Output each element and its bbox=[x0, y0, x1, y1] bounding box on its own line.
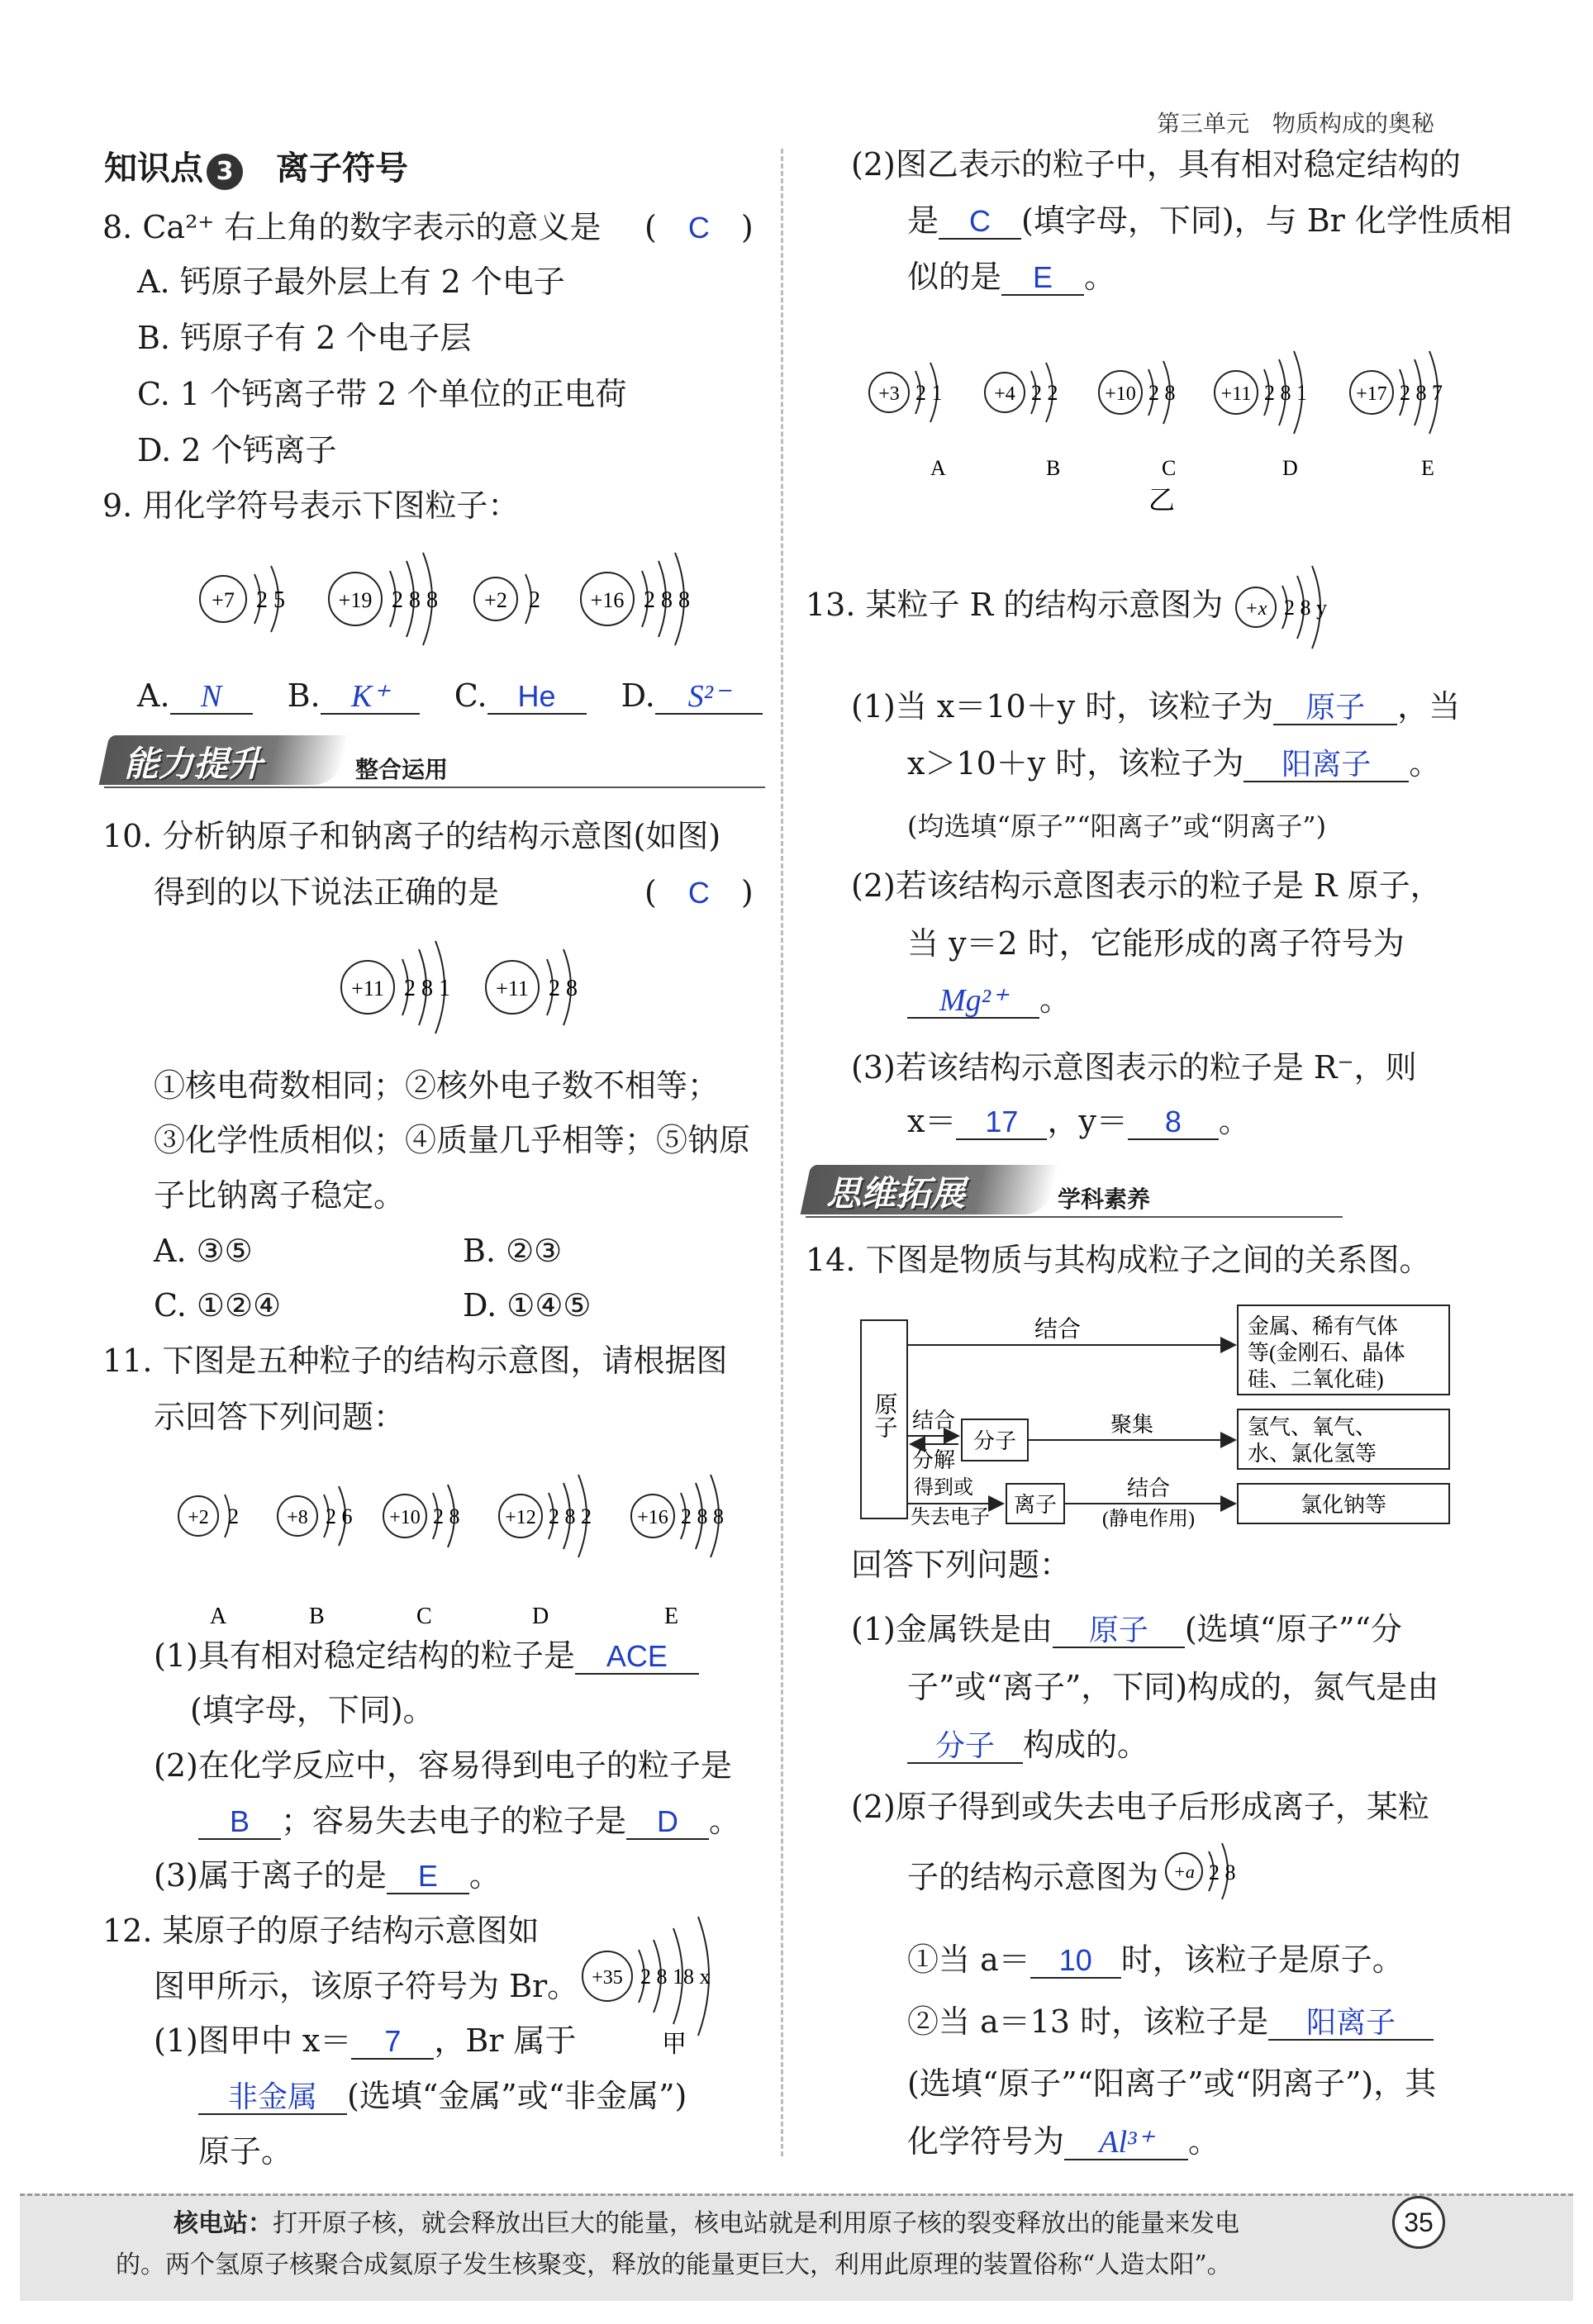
page-number: 35 bbox=[1392, 2196, 1445, 2249]
q8-option-b: B. 钙原子有 2 个电子层 bbox=[137, 320, 472, 356]
q12-answer-1: 7 bbox=[351, 2025, 434, 2060]
q9-answer-d: S²⁻ bbox=[655, 680, 763, 715]
atom-letter: C bbox=[1162, 456, 1177, 480]
q14-answer-5: Al³⁺ bbox=[1064, 2126, 1188, 2160]
shell-electrons: 2 8 2 bbox=[549, 1504, 592, 1528]
q13-p3: (3)若该结构示意图表示的粒子是 R⁻，则 bbox=[851, 1049, 1417, 1086]
q11-answer-1: ACE bbox=[575, 1640, 699, 1675]
q13-p3b-text: x＝ bbox=[907, 1103, 957, 1139]
shell-electrons: 2 8 1 bbox=[404, 976, 450, 1001]
q12-atom-jia bbox=[574, 1908, 764, 2065]
atom-letter: A bbox=[930, 456, 946, 480]
q10-option-a: A. ③⑤ bbox=[154, 1233, 253, 1269]
atom-letter: E bbox=[1421, 456, 1434, 480]
hydrogen-box-line-2: 水、氯化氢等 bbox=[1248, 1442, 1377, 1466]
atom-diagram bbox=[499, 1475, 592, 1628]
kp-title: 知识点 bbox=[104, 150, 203, 188]
atom-diagram bbox=[341, 941, 450, 1034]
q10-s1: ①核电荷数相同；②核外电子数不相等； bbox=[154, 1067, 720, 1104]
q8-stem bbox=[102, 205, 601, 250]
nucleus-label: +a bbox=[1173, 1861, 1195, 1882]
nucleus-label: +11 bbox=[496, 977, 529, 1000]
kp-number: 3 bbox=[216, 157, 234, 186]
nucleus-label: +35 bbox=[592, 1967, 623, 1989]
nucleus-label: +10 bbox=[1105, 383, 1136, 405]
atom-diagram bbox=[383, 1485, 460, 1628]
nucleus-label: +2 bbox=[484, 588, 507, 612]
q11-answer-4: E bbox=[387, 1860, 469, 1894]
metal-box-line-2: 等(金刚石、晶体 bbox=[1248, 1341, 1405, 1365]
q8-option-d: D. 2 个钙离子 bbox=[137, 432, 337, 468]
footer-label: 核电站： bbox=[174, 2209, 273, 2238]
nucleus-label: +19 bbox=[338, 588, 373, 612]
nucleus-label: +8 bbox=[287, 1507, 308, 1528]
q9-answer-a: N bbox=[170, 680, 253, 715]
shell-electrons: 2 8 1 bbox=[1264, 381, 1307, 405]
shell-electrons: 2 6 bbox=[326, 1504, 353, 1528]
q14-p1d-text: 构成的。 bbox=[1023, 1727, 1149, 1763]
q8-stem-text: 8. Ca²⁺ 右上角的数字表示的意义是 bbox=[102, 209, 602, 245]
shell-electrons: 2 8 18 x bbox=[640, 1965, 711, 1989]
atom-diagram bbox=[178, 1495, 239, 1628]
q14-p2: (2)原子得到或失去电子后形成离子，某粒 bbox=[851, 1789, 1429, 1825]
q13-p1c-text: x＞10＋y 时，该粒子为 bbox=[907, 745, 1244, 782]
footer-text-1: 打开原子核，就会释放出巨大的能量，核电站就是利用原子核的裂变释放出的能量来发电 bbox=[273, 2209, 1239, 2238]
q13-p1c: x＞10＋y 时，该粒子为 阳离子 。 bbox=[907, 745, 1441, 782]
q14-atom bbox=[1161, 1826, 1285, 1917]
q13-p2-answer: Mg²⁺ 。 bbox=[907, 977, 1071, 1022]
q14-relationship-diagram bbox=[859, 1295, 1458, 1535]
q11-p3: (3)属于离子的是 E 。 bbox=[154, 1857, 501, 1894]
atom-letter: B bbox=[309, 1604, 325, 1628]
nucleus-label: +17 bbox=[1356, 383, 1387, 405]
q12-p1d: 原子。 bbox=[198, 2133, 293, 2170]
shell-electrons: 2 8 bbox=[1209, 1861, 1236, 1884]
q11-p2b-text: ；容易失去电子的粒子是 bbox=[281, 1803, 627, 1839]
ability-sub: 整合运用 bbox=[355, 756, 449, 783]
q10-s2: ③化学性质相似；④质量几乎相等；⑤钠原 bbox=[154, 1122, 751, 1158]
atom-letter: D bbox=[1282, 456, 1298, 480]
q14-answer-3: 10 bbox=[1030, 1944, 1121, 1979]
q9-label-c: C. bbox=[454, 677, 487, 714]
kp-number-badge bbox=[207, 154, 243, 190]
q9-atom-diagrams bbox=[190, 541, 752, 657]
q13-p1d: (均选填“原子”“阳离子”或“阴离子”) bbox=[907, 810, 1327, 842]
q12-p2c-text: (填字母，下同)，与 Br 化学性质相 bbox=[1021, 202, 1512, 239]
atom-diagram bbox=[1166, 1843, 1236, 1899]
nucleus-label: +12 bbox=[505, 1507, 536, 1528]
kp3-heading bbox=[104, 142, 408, 190]
q10-paren: ( C ) bbox=[644, 874, 754, 910]
q12-p1b-text: ，Br 属于 bbox=[434, 2022, 577, 2059]
atom-letter: B bbox=[1046, 456, 1061, 480]
q11-answer-2: B bbox=[198, 1805, 281, 1840]
q14-p1d bbox=[907, 1723, 1148, 1767]
q14-ask: 回答下列问题： bbox=[851, 1547, 1072, 1583]
atom-letter: E bbox=[664, 1604, 679, 1628]
metal-box-line-1: 金属、稀有气体 bbox=[1248, 1314, 1399, 1338]
atom-diagram bbox=[1215, 351, 1307, 480]
q14-p1-text: (1)金属铁是由 bbox=[851, 1611, 1053, 1647]
q13-answer-5: 8 bbox=[1128, 1105, 1219, 1140]
molecule-label: 分子 bbox=[972, 1429, 1017, 1453]
q11-p1 bbox=[154, 1633, 699, 1678]
q8-option-a: A. 钙原子最外层上有 2 个电子 bbox=[137, 264, 565, 300]
atom-diagram bbox=[278, 1486, 353, 1628]
q10-option-b: B. ②③ bbox=[463, 1233, 563, 1269]
q13-p3b: x＝ 17 ，y＝ 8 。 bbox=[907, 1103, 1250, 1139]
q14-p4c: 化学符号为 Al³⁺ 。 bbox=[907, 2123, 1220, 2160]
shell-electrons: 2 bbox=[228, 1504, 239, 1528]
ability-rule bbox=[104, 787, 765, 788]
q10-answer: C bbox=[687, 876, 710, 910]
nucleus-label: +11 bbox=[351, 977, 384, 1000]
atom-letter: A bbox=[210, 1604, 227, 1628]
nucleus-label: +16 bbox=[590, 588, 625, 612]
atom-label: 原子 bbox=[871, 1392, 897, 1438]
q11-p2-answers: B ；容易失去电子的粒子是 D 。 bbox=[198, 1799, 740, 1843]
q10-stem2: 得到的以下说法正确的是 bbox=[154, 874, 500, 910]
think-sub: 学科素养 bbox=[1058, 1186, 1151, 1213]
q11-atom-diagrams bbox=[165, 1454, 760, 1628]
q14-p1c: 子”或“离子”，下同)构成的，氮气是由 bbox=[907, 1669, 1439, 1705]
q12-p2b bbox=[907, 198, 1512, 243]
q14-p2b: 子的结构示意图为 bbox=[907, 1859, 1159, 1895]
q10-option-d: D. ①④⑤ bbox=[463, 1287, 592, 1324]
q9-stem: 9. 用化学符号表示下图粒子： bbox=[102, 487, 520, 524]
q11-p3-text: (3)属于离子的是 bbox=[154, 1857, 387, 1894]
q11-answer-3: D bbox=[626, 1805, 709, 1840]
q8-option-c: C. 1 个钙离子带 2 个单位的正电荷 bbox=[137, 376, 627, 412]
q14-p4 bbox=[907, 1999, 1434, 2044]
atom-letter: D bbox=[532, 1604, 549, 1628]
q9-label-a: A. bbox=[137, 677, 170, 714]
q13-answer-1: 原子 bbox=[1273, 691, 1397, 725]
q14-answer-4: 阳离子 bbox=[1268, 2006, 1434, 2041]
q11-p1-text: (1)具有相对稳定结构的粒子是 bbox=[154, 1637, 575, 1674]
q12-answer-4: E bbox=[1001, 261, 1084, 296]
q13-atom bbox=[1231, 545, 1396, 669]
shell-electrons: 2 5 bbox=[256, 587, 285, 613]
atom-diagram bbox=[329, 553, 438, 645]
decompose-label: 分解 bbox=[912, 1448, 956, 1472]
shell-electrons: 2 8 y bbox=[1284, 596, 1327, 620]
q12-stem1: 12. 某原子的原子结构示意图如 bbox=[102, 1913, 540, 1949]
q12-stem2: 图甲所示，该原子符号为 Br。 bbox=[154, 1968, 579, 2004]
q13-stem: 13. 某粒子 R 的结构示意图为 bbox=[806, 587, 1224, 623]
q12-p2d-text: 似的是 bbox=[907, 259, 1002, 295]
q13-p1 bbox=[851, 684, 1460, 729]
atom-diagram bbox=[1350, 351, 1443, 480]
q12-p1c-text: (选填“金属”或“非金属”) bbox=[347, 2078, 687, 2114]
q14-p4-text: ②当 a＝13 时，该粒子是 bbox=[907, 2003, 1269, 2040]
q12-p2b-text: 是 bbox=[907, 202, 939, 239]
q14-p4b: (选填“原子”“阳离子”或“阴离子”)，其 bbox=[907, 2065, 1437, 2102]
atom-diagram bbox=[583, 1917, 711, 2058]
q13-answer-4: 17 bbox=[956, 1105, 1047, 1140]
q10-stem1: 10. 分析钠原子和钠离子的结构示意图(如图) bbox=[102, 818, 721, 854]
q10-option-c: C. ①②④ bbox=[154, 1287, 282, 1324]
q13-answer-3: Mg²⁺ bbox=[907, 984, 1039, 1019]
q12-p2d: 似的是 E 。 bbox=[907, 259, 1116, 295]
shell-electrons: 2 8 8 bbox=[681, 1504, 724, 1528]
q8-answer: C bbox=[687, 211, 710, 245]
unit-header: 第三单元 物质构成的奥秘 bbox=[1157, 110, 1435, 137]
think-title: 思维拓展 bbox=[826, 1173, 966, 1214]
combine2-label: 结合 bbox=[912, 1409, 956, 1433]
diagram-label-yi: 乙 bbox=[1148, 485, 1176, 515]
nucleus-label: +10 bbox=[389, 1507, 421, 1528]
q13-p1b-text: ，当 bbox=[1397, 688, 1461, 725]
q12-p1c bbox=[198, 2074, 687, 2118]
q13-p3c-text: ，y＝ bbox=[1047, 1103, 1128, 1139]
q9-label-d: D. bbox=[621, 677, 655, 714]
nucleus-label: +3 bbox=[878, 383, 900, 405]
atom-diagram bbox=[474, 574, 540, 624]
q14-p1b-text: (选填“原子”“分 bbox=[1184, 1611, 1402, 1647]
atom-diagram bbox=[581, 553, 690, 645]
nucleus-label: +16 bbox=[637, 1507, 668, 1528]
q12-p1-text: (1)图甲中 x＝ bbox=[154, 2022, 352, 2059]
atom-diagram bbox=[1099, 361, 1176, 480]
atom-diagram bbox=[486, 949, 578, 1025]
atom-diagram bbox=[869, 363, 946, 480]
q9-answer-b: K⁺ bbox=[321, 680, 420, 715]
nucleus-label: +7 bbox=[212, 588, 235, 612]
combine3-label: 结合 bbox=[1126, 1476, 1171, 1500]
lose-label: 失去电子 bbox=[911, 1507, 990, 1528]
nucleus-label: +2 bbox=[188, 1507, 209, 1528]
q13-p2: (2)若该结构示意图表示的粒子是 R 原子， bbox=[851, 867, 1442, 904]
atom-diagram bbox=[1236, 566, 1327, 649]
q14-answer-1: 原子 bbox=[1053, 1613, 1185, 1648]
q14-p4c-text: 化学符号为 bbox=[907, 2123, 1065, 2160]
q14-p3 bbox=[907, 1937, 1404, 1982]
q13-p1-text: (1)当 x＝10＋y 时，该粒子为 bbox=[851, 688, 1274, 725]
shell-electrons: 2 8 8 bbox=[392, 587, 438, 613]
q12-answer-2: 非金属 bbox=[198, 2080, 347, 2115]
q14-p3-text: ①当 a＝ bbox=[907, 1941, 1030, 1978]
nucleus-label: +11 bbox=[1220, 383, 1252, 405]
shell-electrons: 2 8 bbox=[433, 1504, 460, 1528]
q12-answer-3: C bbox=[939, 205, 1021, 240]
shell-electrons: 2 8 7 bbox=[1400, 381, 1443, 405]
electro-label: (静电作用) bbox=[1102, 1509, 1195, 1530]
footer-line-1 bbox=[174, 2204, 1239, 2244]
q14-stem: 14. 下图是物质与其构成粒子之间的关系图。 bbox=[806, 1242, 1431, 1278]
q11-p1b: (填字母，下同)。 bbox=[190, 1692, 435, 1728]
shell-electrons: 2 1 bbox=[915, 381, 943, 405]
shell-electrons: 2 bbox=[529, 587, 540, 613]
q14-p3b-text: 时，该粒子是原子。 bbox=[1120, 1941, 1404, 1978]
q10-atom-diagrams bbox=[330, 925, 628, 1049]
nucleus-label: +4 bbox=[994, 383, 1015, 405]
nacl-label: 氯化钠等 bbox=[1300, 1493, 1387, 1517]
atom-diagram bbox=[631, 1475, 724, 1628]
q12-p1 bbox=[154, 2018, 577, 2063]
hydrogen-box-line-1: 氢气、氧气、 bbox=[1248, 1415, 1377, 1439]
footer-line-2: 的。两个氢原子核聚合成氦原子发生核聚变，释放的能量更巨大，利用此原理的装置俗称“人造太阳”。 bbox=[116, 2250, 1232, 2279]
ability-title: 能力提升 bbox=[124, 744, 264, 784]
metal-box-line-3: 硅、二氧化硅) bbox=[1248, 1367, 1384, 1391]
column-divider bbox=[781, 149, 783, 2156]
q11-stem2: 示回答下列问题： bbox=[154, 1399, 406, 1435]
atom-diagram bbox=[200, 566, 285, 632]
gather-label: 聚集 bbox=[1110, 1413, 1154, 1437]
gain-label: 得到或 bbox=[914, 1477, 973, 1499]
q9-label-b: B. bbox=[287, 677, 321, 714]
shell-electrons: 2 8 bbox=[549, 976, 578, 1001]
shell-electrons: 2 8 bbox=[1148, 381, 1176, 405]
q14-answer-2: 分子 bbox=[907, 1729, 1023, 1764]
q12-atom-yi bbox=[859, 314, 1512, 529]
q11-p2: (2)在化学反应中，容易得到电子的粒子是 bbox=[154, 1747, 732, 1784]
atom-diagram bbox=[985, 363, 1060, 480]
atom-letter: C bbox=[416, 1604, 432, 1628]
q8-paren: ( C ) bbox=[644, 209, 754, 245]
q13-p2b: 当 y＝2 时，它能形成的离子符号为 bbox=[907, 925, 1405, 962]
combine-label: 结合 bbox=[1034, 1317, 1082, 1343]
diagram-label-jia: 甲 bbox=[662, 2031, 687, 2058]
kp-name: 离子符号 bbox=[276, 150, 408, 188]
q12-p2: (2)图乙表示的粒子中，具有相对稳定结构的 bbox=[851, 146, 1461, 183]
ion-label: 离子 bbox=[1013, 1493, 1058, 1517]
q10-s3: 子比钠离子稳定。 bbox=[154, 1177, 406, 1214]
q13-answer-2: 阳离子 bbox=[1243, 748, 1409, 782]
q9-answers bbox=[137, 673, 763, 718]
q11-stem1: 11. 下图是五种粒子的结构示意图，请根据图 bbox=[102, 1343, 728, 1379]
nucleus-label: +x bbox=[1244, 598, 1267, 620]
think-rule bbox=[806, 1216, 1343, 1218]
q9-answer-c: He bbox=[487, 680, 587, 715]
shell-electrons: 2 8 8 bbox=[644, 587, 690, 613]
shell-electrons: 2 2 bbox=[1031, 381, 1058, 405]
q14-p1 bbox=[851, 1607, 1402, 1652]
